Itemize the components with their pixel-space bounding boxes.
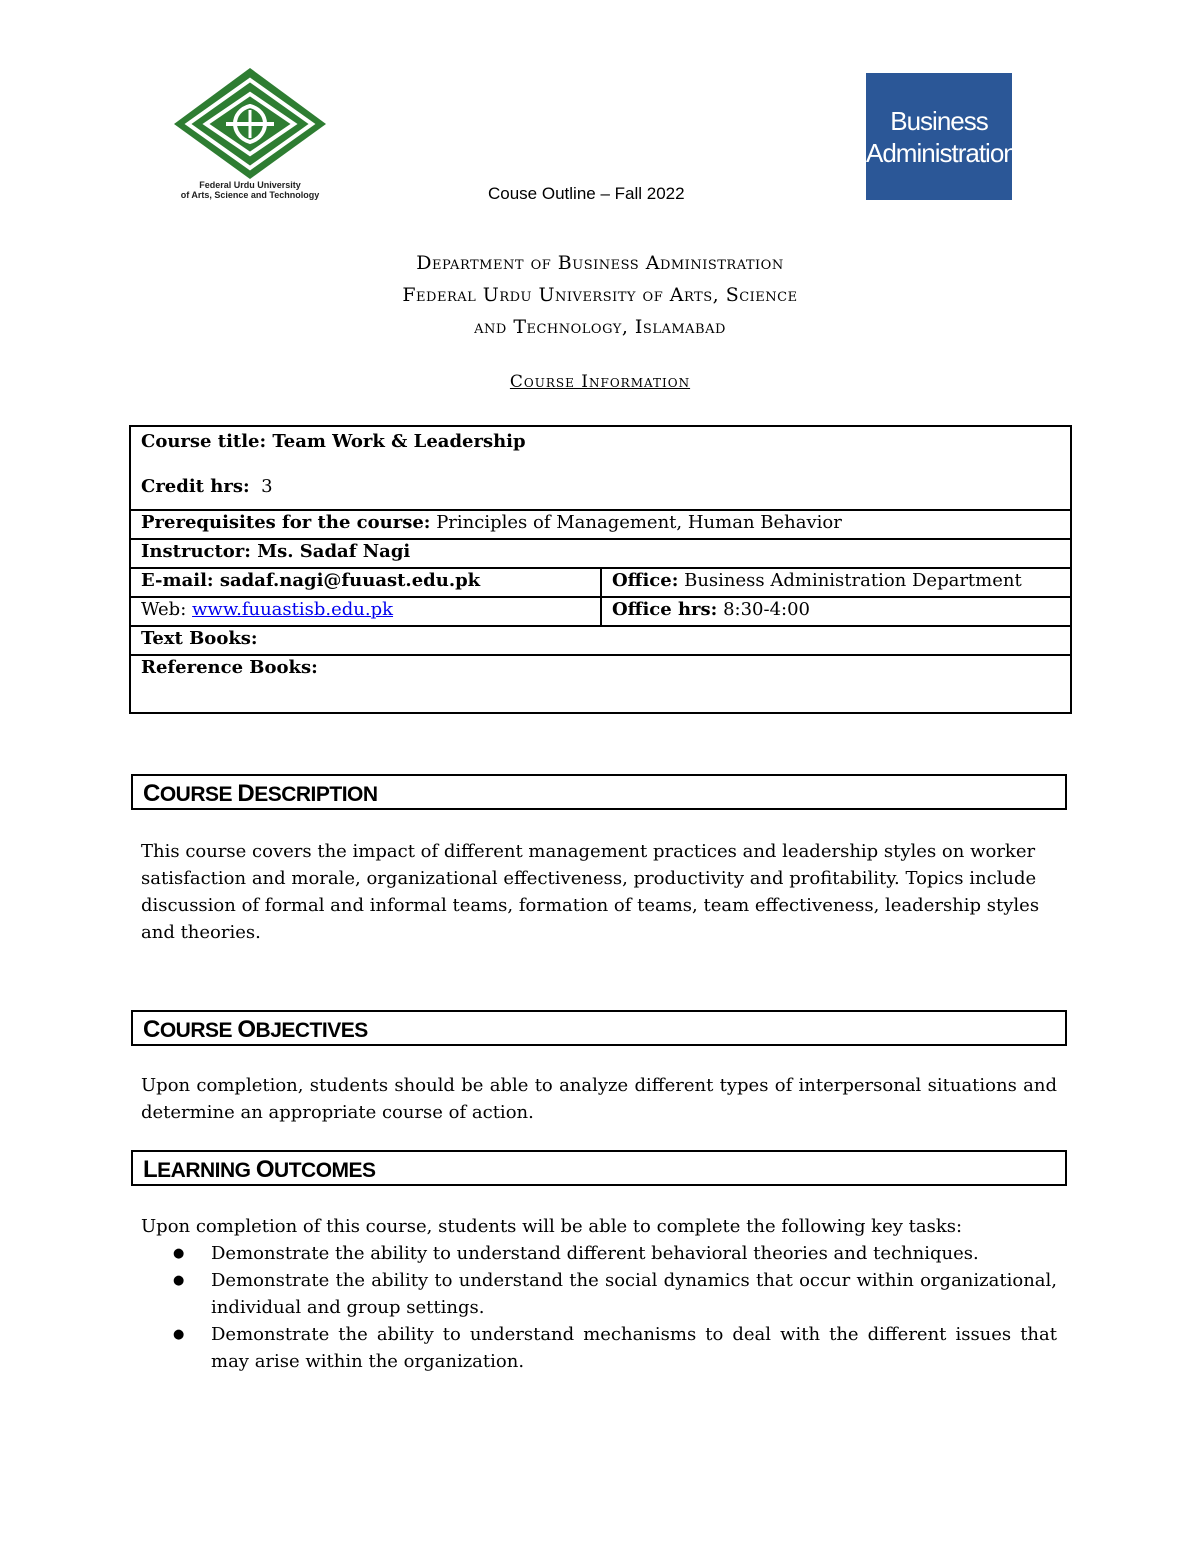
course-info-table <box>129 425 1072 714</box>
list-item: ● Demonstrate the ability to understand mechanisms to deal with the different issues that may arise within the organization. <box>211 1321 1057 1375</box>
heading-text: UTCOMES <box>274 1159 376 1182</box>
heading-text: BJECTIVES <box>255 1019 368 1042</box>
course-description-heading <box>131 774 1067 810</box>
course-description-text: This course covers the impact of different management practices and leadership styles on worker satisfaction and morale, organizational effectiveness, productivity and profitability. Topics include discussion of formal and informal teams, formation of teams, team effectiveness, leadership styles and theories. <box>141 841 1040 943</box>
outline-subtitle: Couse Outline – Fall 2022 <box>488 184 685 203</box>
web-cell <box>130 597 601 626</box>
heading-text: EARNING <box>157 1159 256 1182</box>
table-row <box>130 426 1071 510</box>
university-emblem-icon <box>170 66 330 181</box>
course-objectives-text: Upon completion, students should be able to analyze different types of interpersonal situations and determine an appropriate course of action. <box>141 1075 1057 1123</box>
table-row <box>130 539 1071 568</box>
prerequisites-label: Prerequisites for the course: <box>141 512 431 533</box>
office-cell <box>601 568 1071 597</box>
learning-outcomes-heading <box>131 1150 1067 1186</box>
department-title-line2: Federal Urdu University of Arts, Science <box>402 284 798 306</box>
heading-text: OURSE <box>159 1019 238 1042</box>
table-row <box>130 597 1071 626</box>
learning-outcomes-list <box>141 1240 1057 1375</box>
office-label: Office: <box>612 570 679 591</box>
prerequisites-value: Principles of Management, Human Behavior <box>436 512 842 533</box>
heading-initial: D <box>237 780 255 807</box>
heading-text: OURSE <box>159 783 238 806</box>
office-hours-cell <box>601 597 1071 626</box>
course-title-cell <box>130 426 1071 510</box>
course-information-heading: Course Information <box>509 372 691 392</box>
office-value: Business Administration Department <box>684 570 1022 591</box>
email-cell: E-mail: sadaf.nagi@fuuast.edu.pk <box>130 568 601 597</box>
list-item: ● Demonstrate the ability to understand the social dynamics that occur within organizational, individual and group settings. <box>211 1267 1057 1321</box>
table-row <box>130 626 1071 655</box>
credit-hours-value: 3 <box>261 476 273 497</box>
badge-line2: Administration <box>866 137 1017 168</box>
web-label: Web: <box>141 599 187 620</box>
office-hours-label: Office hrs: <box>612 599 718 620</box>
heading-text: ESCRIPTION <box>254 783 378 806</box>
heading-initial: C <box>143 1016 160 1043</box>
department-title-line3: and Technology, Islamabad <box>474 316 726 338</box>
logo-caption-line1: Federal Urdu University <box>199 180 301 190</box>
heading-initial: O <box>237 1016 256 1043</box>
course-title: Course title: Team Work & Leadership <box>141 431 526 452</box>
credit-hours <box>141 476 1060 497</box>
table-row <box>130 510 1071 539</box>
reference-books-cell: Reference Books: <box>130 655 1071 713</box>
learning-outcomes-intro: Upon completion of this course, students will be able to complete the following key tasks: <box>141 1216 963 1237</box>
business-administration-badge <box>866 73 1017 200</box>
office-hours-value: 8:30-4:00 <box>723 599 810 620</box>
text-books-cell: Text Books: <box>130 626 1071 655</box>
table-row <box>130 655 1071 713</box>
credit-hours-label: Credit hrs: <box>141 476 250 497</box>
instructor-cell: Instructor: Ms. Sadaf Nagi <box>130 539 1071 568</box>
heading-initial: O <box>255 1156 275 1183</box>
badge-line1: Business <box>890 105 988 136</box>
table-row <box>130 568 1071 597</box>
heading-initial: C <box>143 780 160 807</box>
list-item: ● Demonstrate the ability to understand different behavioral theories and techniques. <box>211 1240 1057 1267</box>
prerequisites-cell <box>130 510 1071 539</box>
department-title-line1: Department of Business Administration <box>416 252 784 274</box>
logo-caption-line2: of Arts, Science and Technology <box>180 190 320 200</box>
website-link[interactable]: www.fuuastisb.edu.pk <box>192 599 394 620</box>
logo-caption <box>170 180 330 200</box>
heading-initial: L <box>143 1156 158 1183</box>
course-objectives-heading <box>131 1010 1067 1046</box>
department-title <box>0 247 1200 343</box>
